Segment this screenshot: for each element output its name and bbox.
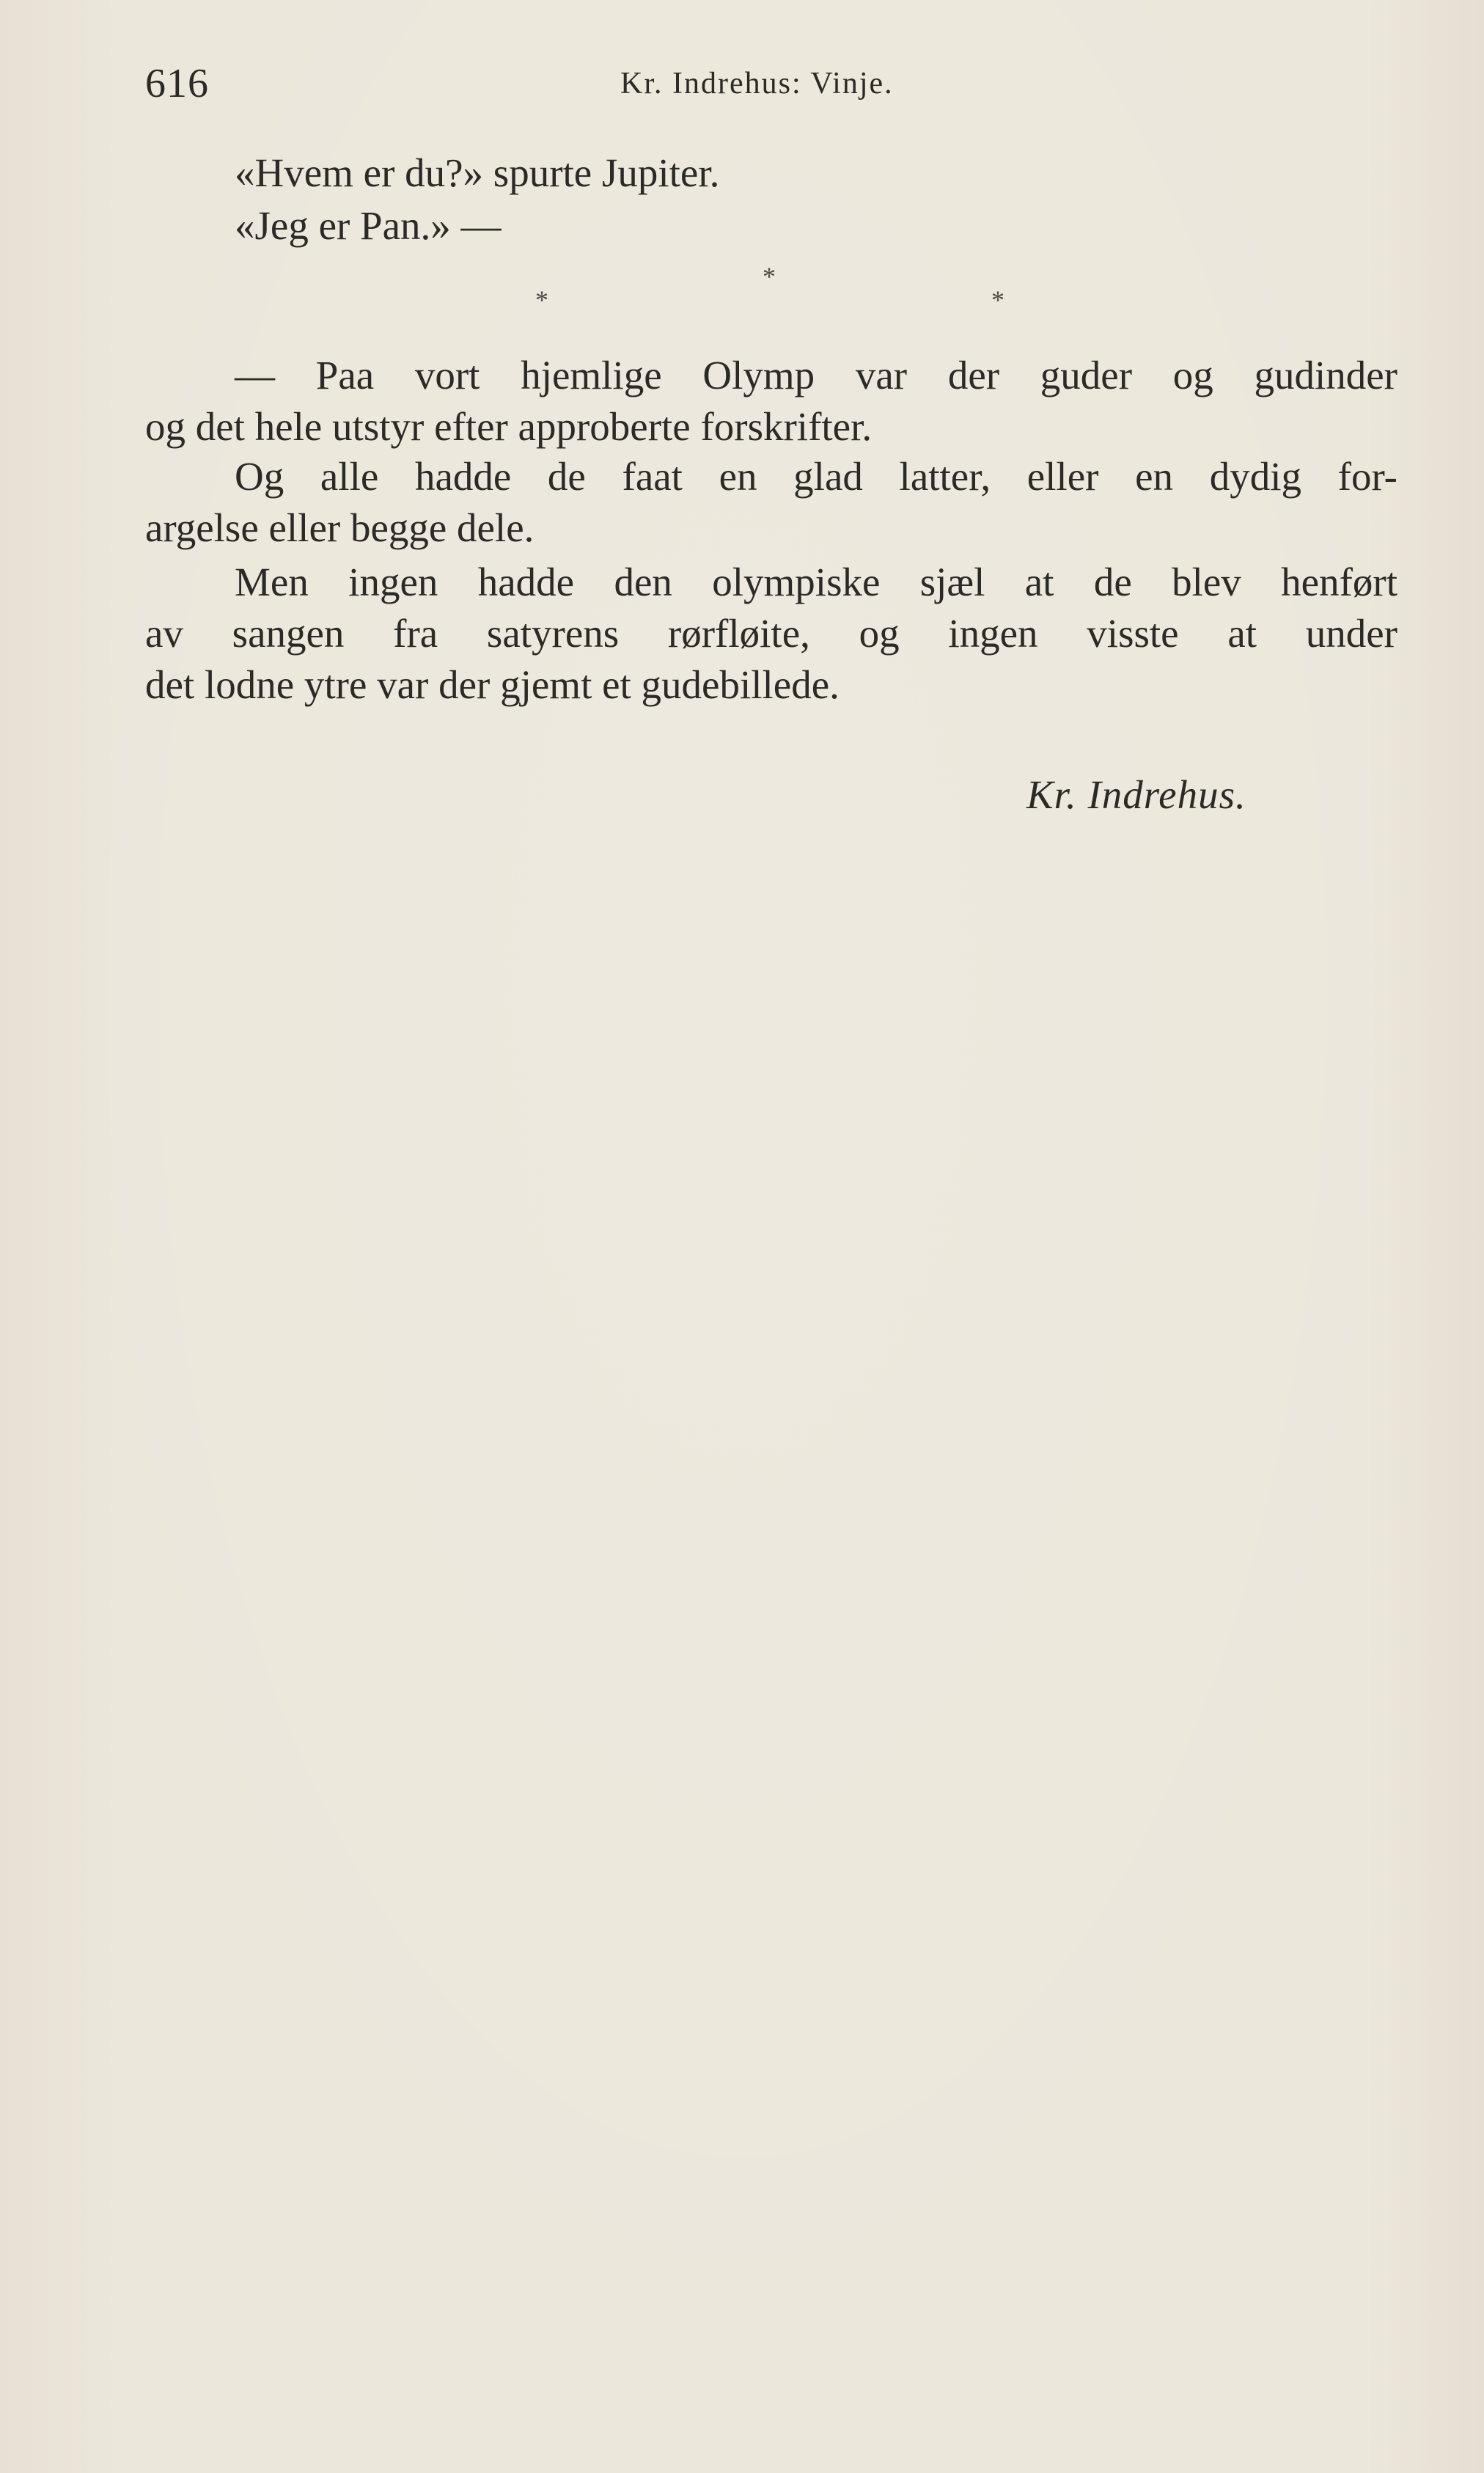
paragraph-line: det lodne ytre var der gjemt et gudebillede. [145, 662, 840, 707]
paragraph-line: Og alle hadde de faat en glad latter, eller en dydig for- [235, 454, 1397, 499]
author-signature: Kr. Indrehus. [1026, 772, 1246, 817]
dialogue-line-2: «Jeg er Pan.» — [235, 203, 502, 248]
paragraph-line: argelse eller begge dele. [145, 505, 535, 550]
paragraph-line: Men ingen hadde den olympiske sjæl at de blev henført [235, 560, 1397, 604]
paragraph-line: og det hele utstyr efter approberte forskrifter. [145, 404, 873, 449]
paragraph-line: av sangen fra satyrens rørfløite, og ingen visste at under [145, 611, 1397, 656]
dialogue-line-1: «Hvem er du?» spurte Jupiter. [235, 150, 720, 195]
running-head: Kr. Indrehus: Vinje. [620, 67, 894, 100]
asterism-star-right: * [991, 285, 1004, 315]
paragraph-line: — Paa vort hjemlige Olymp var der guder og gudinder [235, 353, 1397, 397]
asterism-star-left: * [535, 285, 548, 315]
page-number: 616 [145, 61, 209, 106]
asterism-star-top: * [763, 262, 776, 291]
